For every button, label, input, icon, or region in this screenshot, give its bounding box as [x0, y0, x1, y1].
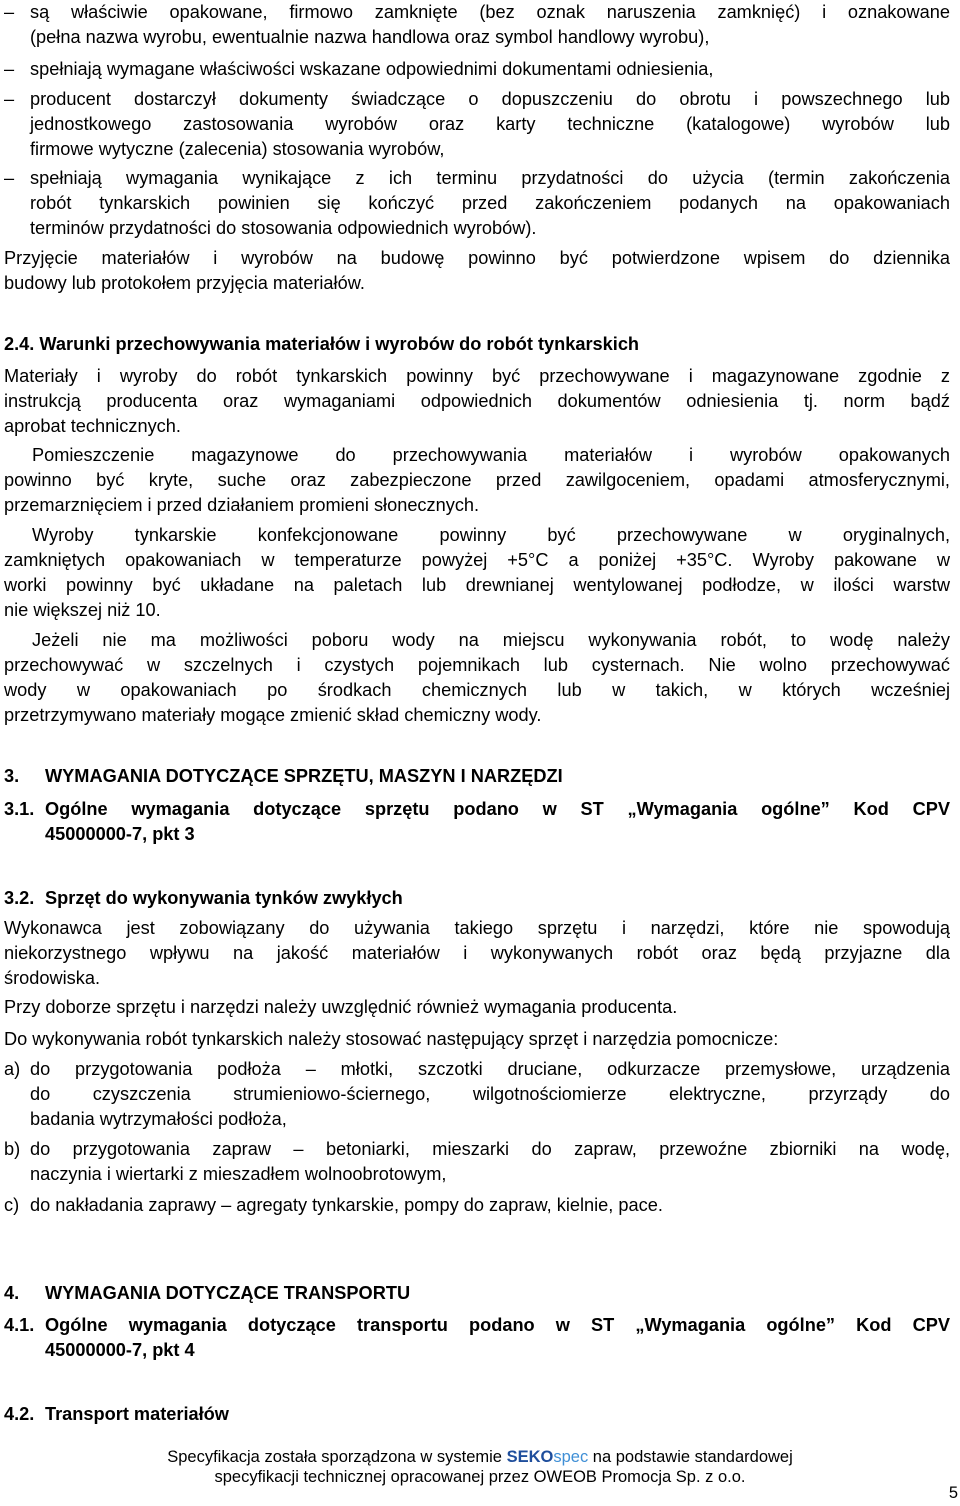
list-letter: a) — [4, 1059, 21, 1079]
text-line: naczynia i wiertarki z mieszadłem wolnoobrotowym, — [30, 1164, 447, 1184]
section-heading-4 — [4, 1281, 950, 1306]
page-number: 5 — [948, 1484, 958, 1502]
text-line: wody w opakowaniach po środkach chemicznych lub w takich, w których wcześniej — [4, 680, 950, 700]
text-line: środowiska. — [4, 968, 101, 988]
text-line: Jeżeli nie ma możliwości poboru wody na miejscu wykonywania robót, to wodę należy — [32, 630, 950, 650]
paragraph — [4, 364, 950, 439]
section-title: Warunki przechowywania materiałów i wyrobów do robót tynkarskich — [39, 334, 640, 354]
section-heading-4-2 — [4, 1402, 950, 1427]
text-line: instrukcją producenta oraz wymaganiami odpowiednich dokumentów odniesienia tj. norm bądź — [4, 391, 950, 411]
text-line: budowy lub protokołem przyjęcia materiałów. — [4, 273, 365, 293]
text-line: aprobat technicznych. — [4, 416, 181, 436]
section-number: 4.2. — [4, 1404, 35, 1424]
list-item — [4, 57, 950, 82]
section-title-line: Ogólne wymagania dotyczące transportu podano w ST „Wymagania ogólne” Kod CPV — [45, 1315, 950, 1335]
text-line: spełniają wymagane właściwości wskazane odpowiednimi dokumentami odniesienia, — [30, 59, 714, 79]
text-line: Przy doborze sprzętu i narzędzi należy uwzględnić również wymagania producenta. — [4, 997, 678, 1017]
text-line: do przygotowania podłoża – młotki, szczotki druciane, odkurzacze przemysłowe, urządzenia — [30, 1059, 950, 1079]
text-line: producent dostarczył dokumenty świadczące o dopuszczeniu do obrotu i powszechnego lub — [30, 89, 950, 109]
section-number: 4.1. — [4, 1315, 35, 1335]
section-title-line: 45000000-7, pkt 3 — [45, 824, 195, 844]
text-line: robót tynkarskich powinien się kończyć przed zakończeniem podanych na opakowaniach — [30, 193, 950, 213]
text-line: worki powinny być układane na paletach lub drewnianej wentylowanej podłodze, w ilości warstw — [4, 575, 950, 595]
section-number: 3.2. — [4, 888, 35, 908]
paragraph — [4, 995, 950, 1020]
text-line: do nakładania zaprawy – agregaty tynkarskie, pompy do zapraw, kielnie, pace. — [30, 1195, 663, 1215]
section-number: 3. — [4, 766, 20, 786]
text-line: do przygotowania zapraw – betoniarki, mieszarki do zapraw, przewoźne zbiorniki na wodę, — [30, 1139, 950, 1159]
logo-spec-text: spec — [553, 1448, 589, 1466]
text-line: do czyszczenia strumieniowo-ściernego, wilgotnościomierze elektryczne, przyrządy do — [30, 1084, 950, 1104]
text-line: terminów przydatności do stosowania odpowiednich wyrobów). — [30, 218, 537, 238]
text-line: powinno być kryte, suche oraz zabezpieczone przed zawilgoceniem, opadami atmosferycznymi, — [4, 470, 950, 490]
text-line: niekorzystnego wpływu na jakość materiałów i wykonywanych robót oraz będą przyjazne dla — [4, 943, 950, 963]
text-line: Materiały i wyroby do robót tynkarskich powinny być przechowywane i magazynowane zgodnie z — [4, 366, 950, 386]
footer-line-1 — [0, 1447, 960, 1467]
list-item — [4, 1193, 950, 1218]
paragraph — [4, 916, 950, 991]
list-item — [4, 87, 950, 162]
section-title: WYMAGANIA DOTYCZĄCE SPRZĘTU, MASZYN I NARZĘDZI — [45, 766, 563, 786]
paragraph — [4, 443, 950, 518]
text-line: Pomieszczenie magazynowe do przechowywania materiałów i wyrobów opakowanych — [32, 445, 950, 465]
text-line: Wykonawca jest zobowiązany do używania takiego sprzętu i narzędzi, które nie spowodują — [4, 918, 950, 938]
text-line: jednostkowego zastosowania wyrobów oraz karty techniczne (katalogowe) wyrobów lub — [30, 114, 950, 134]
dash-marker: – — [4, 2, 15, 22]
text-line: spełniają wymagania wynikające z ich terminu przydatności do użycia (termin zakończenia — [30, 168, 950, 188]
text-line: (pełna nazwa wyrobu, ewentualnie nazwa handlowa oraz symbol handlowy wyrobu), — [30, 27, 710, 47]
footer-line-2: specyfikacji technicznej opracowanej przez OWEOB Promocja Sp. z o.o. — [214, 1468, 746, 1486]
list-letter: b) — [4, 1139, 21, 1159]
section-number: 3.1. — [4, 799, 35, 819]
sekospec-logo — [507, 1448, 589, 1466]
list-item — [4, 1137, 950, 1187]
paragraph — [4, 628, 950, 728]
section-title-line: Ogólne wymagania dotyczące sprzętu podano w ST „Wymagania ogólne” Kod CPV — [45, 799, 950, 819]
text-line: przemarznięciem i przed działaniem promieni słonecznych. — [4, 495, 480, 515]
list-item — [4, 1057, 950, 1132]
section-heading-3 — [4, 764, 950, 789]
section-heading-2-4 — [4, 332, 950, 357]
paragraph — [4, 523, 950, 623]
list-item — [4, 0, 950, 50]
dash-marker: – — [4, 89, 15, 109]
paragraph — [4, 1027, 950, 1052]
text-line: zamkniętych opakowaniach w temperaturze powyżej +5°C a poniżej +35°C. Wyroby pakowane w — [4, 550, 950, 570]
section-heading-3-2 — [4, 886, 950, 911]
section-heading-3-1 — [4, 797, 950, 847]
text-line: Do wykonywania robót tynkarskich należy stosować następujący sprzęt i narzędzia pomocnicze: — [4, 1029, 779, 1049]
section-number: 2.4. — [4, 334, 35, 354]
text-line: badania wytrzymałości podłoża, — [30, 1109, 287, 1129]
text-line: firmowe wytyczne (zalecenia) stosowania wyrobów, — [30, 139, 445, 159]
section-number: 4. — [4, 1283, 20, 1303]
text-line: Wyroby tynkarskie konfekcjonowane powinny być przechowywane w oryginalnych, — [32, 525, 950, 545]
text-line: przechowywać w szczelnych i czystych pojemnikach lub cysternach. Nie wolno przechowywać — [4, 655, 950, 675]
dash-marker: – — [4, 168, 15, 188]
footer-text: Specyfikacja została sporządzona w systemie — [167, 1448, 502, 1466]
section-title: Sprzęt do wykonywania tynków zwykłych — [45, 888, 403, 908]
paragraph — [4, 246, 950, 296]
text-line: nie większej niż 10. — [4, 600, 161, 620]
list-item — [4, 166, 950, 241]
footer-text: na podstawie standardowej — [592, 1448, 793, 1466]
text-line: są właściwie opakowane, firmowo zamknięte (bez oznak naruszenia zamknięć) i oznakowane — [30, 2, 950, 22]
text-line: Przyjęcie materiałów i wyrobów na budowę powinno być potwierdzone wpisem do dziennika — [4, 248, 950, 268]
section-title: WYMAGANIA DOTYCZĄCE TRANSPORTU — [45, 1283, 411, 1303]
dash-marker: – — [4, 59, 15, 79]
section-title-line: 45000000-7, pkt 4 — [45, 1340, 195, 1360]
page-footer — [0, 1447, 960, 1487]
list-letter: c) — [4, 1195, 20, 1215]
section-heading-4-1 — [4, 1313, 950, 1363]
text-line: przetrzymywano materiały mogące zmienić skład chemiczny wody. — [4, 705, 542, 725]
section-title: Transport materiałów — [45, 1404, 229, 1424]
logo-seko-text: SEKO — [506, 1448, 554, 1466]
